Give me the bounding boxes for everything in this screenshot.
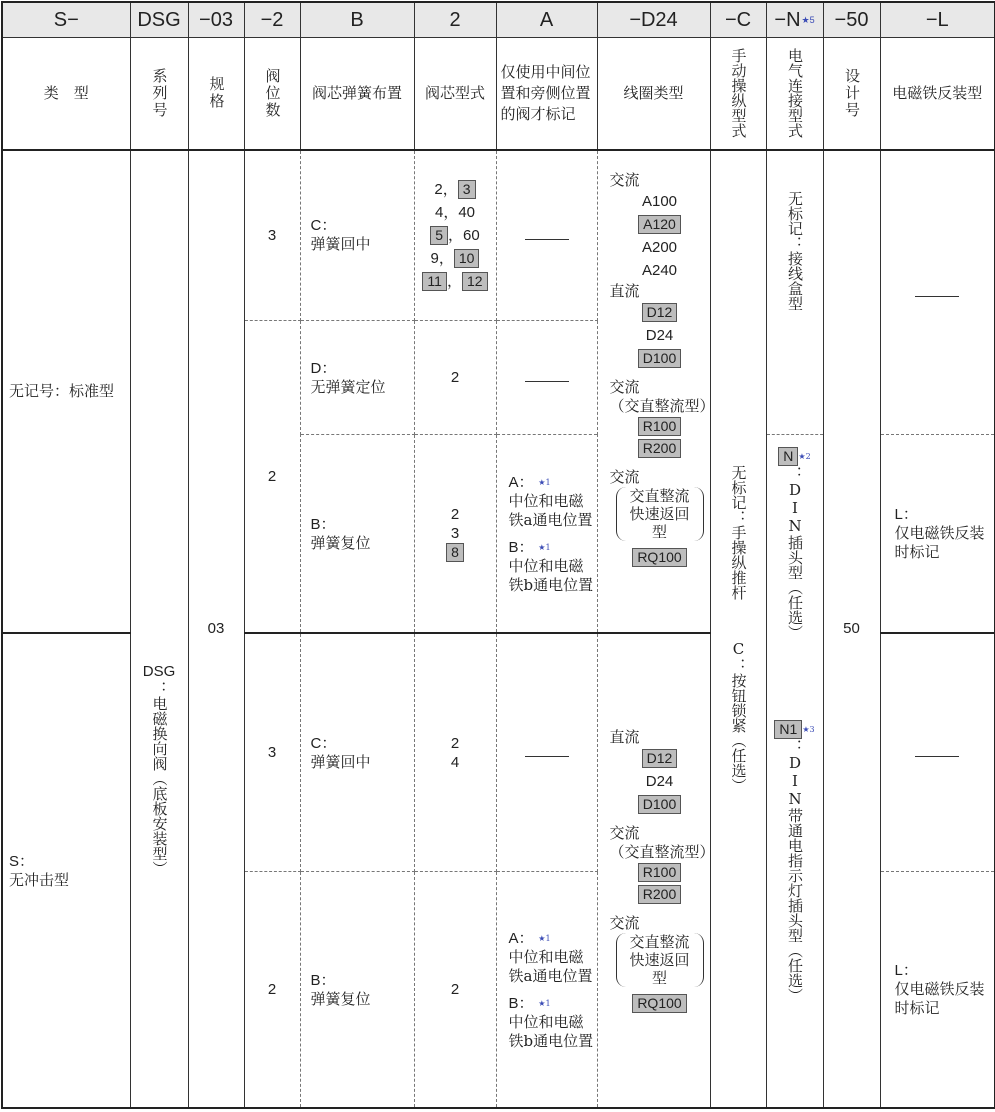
r1-spool-box: 5 [430,226,448,245]
header-row [2,38,995,150]
header-design-text: 设计号 [843,67,861,119]
r3-spool: 8 [446,543,464,562]
r4-spool: 2 [450,734,460,752]
reverse-r1 [880,150,995,435]
coil-rect-label: 交流 [609,824,640,843]
type-s [2,633,130,1108]
coil-dc-item: D100 [638,795,681,814]
r2-spring [300,321,414,435]
mark-note: ★1 [538,477,551,487]
coil-dc-label: 直流 [609,728,640,747]
header-electric [766,38,823,150]
reverse-r3 [880,434,995,633]
code-reverse: −L [880,2,995,38]
mark-a-desc: 中位和电磁铁a通电位置 [508,491,593,529]
r2-spring-desc: 无弹簧定位 [310,377,386,396]
manual-c: C：按钮锁紧（任选） [729,639,748,793]
code-series: DSG [130,2,188,38]
coil-ac-item: A120 [638,215,681,234]
type-s-code: S： [9,852,35,870]
mark-note: ★1 [538,998,551,1008]
coil-bottom [597,633,715,1108]
dash [525,239,569,240]
header-positions-text: 阀位数 [263,67,282,119]
spec-row-1 [2,150,995,321]
r3-spring [300,434,414,633]
mark-b-code: B： [508,538,534,556]
r1-mark [496,150,597,321]
reverse-l-code: L： [894,962,918,980]
type-standard: 无记号：标准型 [2,150,130,634]
r1-spools [414,150,496,321]
coil-dc-item: D24 [645,326,674,344]
manual-none: 无标记：手操纵推杆 [729,464,748,600]
type-s-desc: 无冲击型 [9,870,70,889]
mark-a-desc: 中位和电磁铁a通电位置 [508,947,593,985]
model-code-table [1,1,995,1109]
code-electric [766,2,823,38]
reverse-l-code: L： [894,506,918,524]
code-coil: −D24 [597,2,710,38]
coil-dc-item: D12 [642,303,678,322]
header-reverse: 电磁铁反装型 [880,38,995,150]
electric-n-desc: ：DIN插头型（任选） [786,465,804,640]
coil-ac-item: A240 [641,261,678,279]
reverse-r5 [880,872,995,1108]
coil-quick-sub: 交直整流快速返回型 [616,487,704,541]
coil-top [597,150,715,634]
dash [525,756,569,757]
r5-spool: 2 [414,872,496,1108]
coil-dc-item: D24 [645,773,674,791]
header-manual [710,38,766,150]
electric-n1-desc: ：DIN带通电指示灯插头型（任选） [786,738,804,1003]
mark-b-desc: 中位和电磁铁b通电位置 [508,1012,594,1050]
coil-quick-item: RQ100 [632,548,686,567]
r5-spring-code: B： [310,971,336,989]
header-manual-text: 手动操纵型式 [729,48,748,139]
r3-spring-code: B： [310,515,336,533]
r4-spring [300,633,414,871]
mark-note: ★1 [538,542,551,552]
r1-spool-box: 3 [458,180,476,199]
r1-spool-text: ， [446,272,462,290]
coil-quick-sub: 交直整流快速返回型 [616,933,704,987]
header-spec [188,38,244,150]
coil-ac-item: A200 [641,238,678,256]
r5-mark [496,872,597,1108]
mark-b-desc: 中位和电磁铁b通电位置 [508,556,594,594]
reverse-l-desc: 仅电磁铁反装时标记 [894,524,985,562]
r5-spring-desc: 弹簧复位 [310,989,371,1008]
code-spec: −03 [188,2,244,38]
code-mark: A [496,2,597,38]
header-positions [244,38,300,150]
r4-spring-desc: 弹簧回中 [310,752,371,771]
electric-options-cell [766,434,823,1108]
coil-rect-sub: （交直整流型） [609,843,715,862]
coil-dc-item: D100 [638,349,681,368]
header-type: 类 型 [2,38,130,150]
mark-note: ★1 [538,933,551,943]
r3-spring-desc: 弹簧复位 [310,533,371,552]
coil-ac-item: A100 [641,192,678,210]
r5-positions: 2 [244,872,300,1108]
r4-spring-code: C： [310,734,337,752]
r2-mark [496,321,597,435]
electric-none: 无标记：接线盒型 [786,190,804,311]
code-type: S− [2,2,130,38]
coil-rect-sub: （交直整流型） [609,396,715,415]
r5-spring [300,872,414,1108]
spec-value: 03 [188,150,244,1108]
r4-mark [496,633,597,871]
header-electric-text: 电气连接型式 [786,48,804,139]
r1-spool-box: 10 [454,249,480,268]
r1-spool-text: 9， [430,249,454,267]
series-desc: ：电磁换向阀（底板安装型） [150,680,169,876]
r1-spool-text: 2， [434,180,458,198]
header-series [130,38,188,150]
header-design [823,38,880,150]
r1-spool-text: ，60 [448,226,480,244]
r1-spring [300,150,414,321]
r3-mark [496,434,597,633]
electric-n1-note: ★3 [802,724,815,734]
header-spool: 阀芯型式 [414,38,496,150]
r4-spools [414,633,496,871]
electric-none-cell [766,150,823,435]
electric-n1-code: N1 [774,720,802,739]
r3-spools [414,434,496,633]
design-value: 50 [823,150,880,1108]
coil-rect-item: R200 [638,885,681,904]
electric-n-note: ★2 [798,451,811,461]
header-series-text: 系列号 [150,67,169,119]
r1-positions: 3 [244,150,300,321]
dash [915,756,959,757]
code-spool: 2 [414,2,496,38]
coil-rect-label: 交流 [609,377,640,396]
reverse-l-desc: 仅电磁铁反装时标记 [894,980,985,1018]
r1-spool-text: 4，40 [434,203,476,221]
coil-quick-label: 交流 [609,914,640,933]
r3-spool: 2 [450,506,460,524]
coil-quick-label: 交流 [609,467,640,486]
coil-rect-item: R100 [638,417,681,436]
r1-spool-box: 12 [462,272,488,291]
code-spring: B [300,2,414,38]
r1-spring-desc: 弹簧回中 [310,235,371,254]
header-spring: 阀芯弹簧布置 [300,38,414,150]
mark-a-code: A： [508,473,534,491]
coil-dc-label: 直流 [609,281,640,300]
r2-spool: 2 [414,321,496,435]
r2-spring-code: D： [310,359,337,377]
code-row [2,2,995,38]
r2-positions: 2 [244,321,300,634]
dash [525,381,569,382]
header-spec-text: 规格 [207,76,226,111]
coil-quick-item: RQ100 [632,994,686,1013]
manual-cell [710,150,766,1108]
series-code: DSG [142,662,176,680]
r1-spring-code: C： [310,217,337,235]
code-manual: −C [710,2,766,38]
r4-spool: 4 [450,753,460,771]
code-positions: −2 [244,2,300,38]
dash [915,296,959,297]
r4-positions: 3 [244,633,300,871]
coil-rect-item: R200 [638,439,681,458]
r3-spool: 3 [450,525,460,543]
code-electric-text: −N [774,8,801,31]
mark-a-code: A： [508,929,534,947]
coil-ac-label: 交流 [609,170,640,189]
electric-n-code: N [778,447,798,466]
series-cell [130,150,188,1108]
coil-rect-item: R100 [638,863,681,882]
code-design: −50 [823,2,880,38]
code-electric-note: ★5 [801,14,815,25]
coil-dc-item: D12 [642,749,678,768]
r1-spool-box: 11 [422,272,447,291]
mark-b-code: B： [508,994,534,1012]
reverse-r4 [880,633,995,871]
header-mark: 仅使用中间位置和旁侧位置的阀才标记 [496,38,597,150]
header-coil: 线圈类型 [597,38,710,150]
